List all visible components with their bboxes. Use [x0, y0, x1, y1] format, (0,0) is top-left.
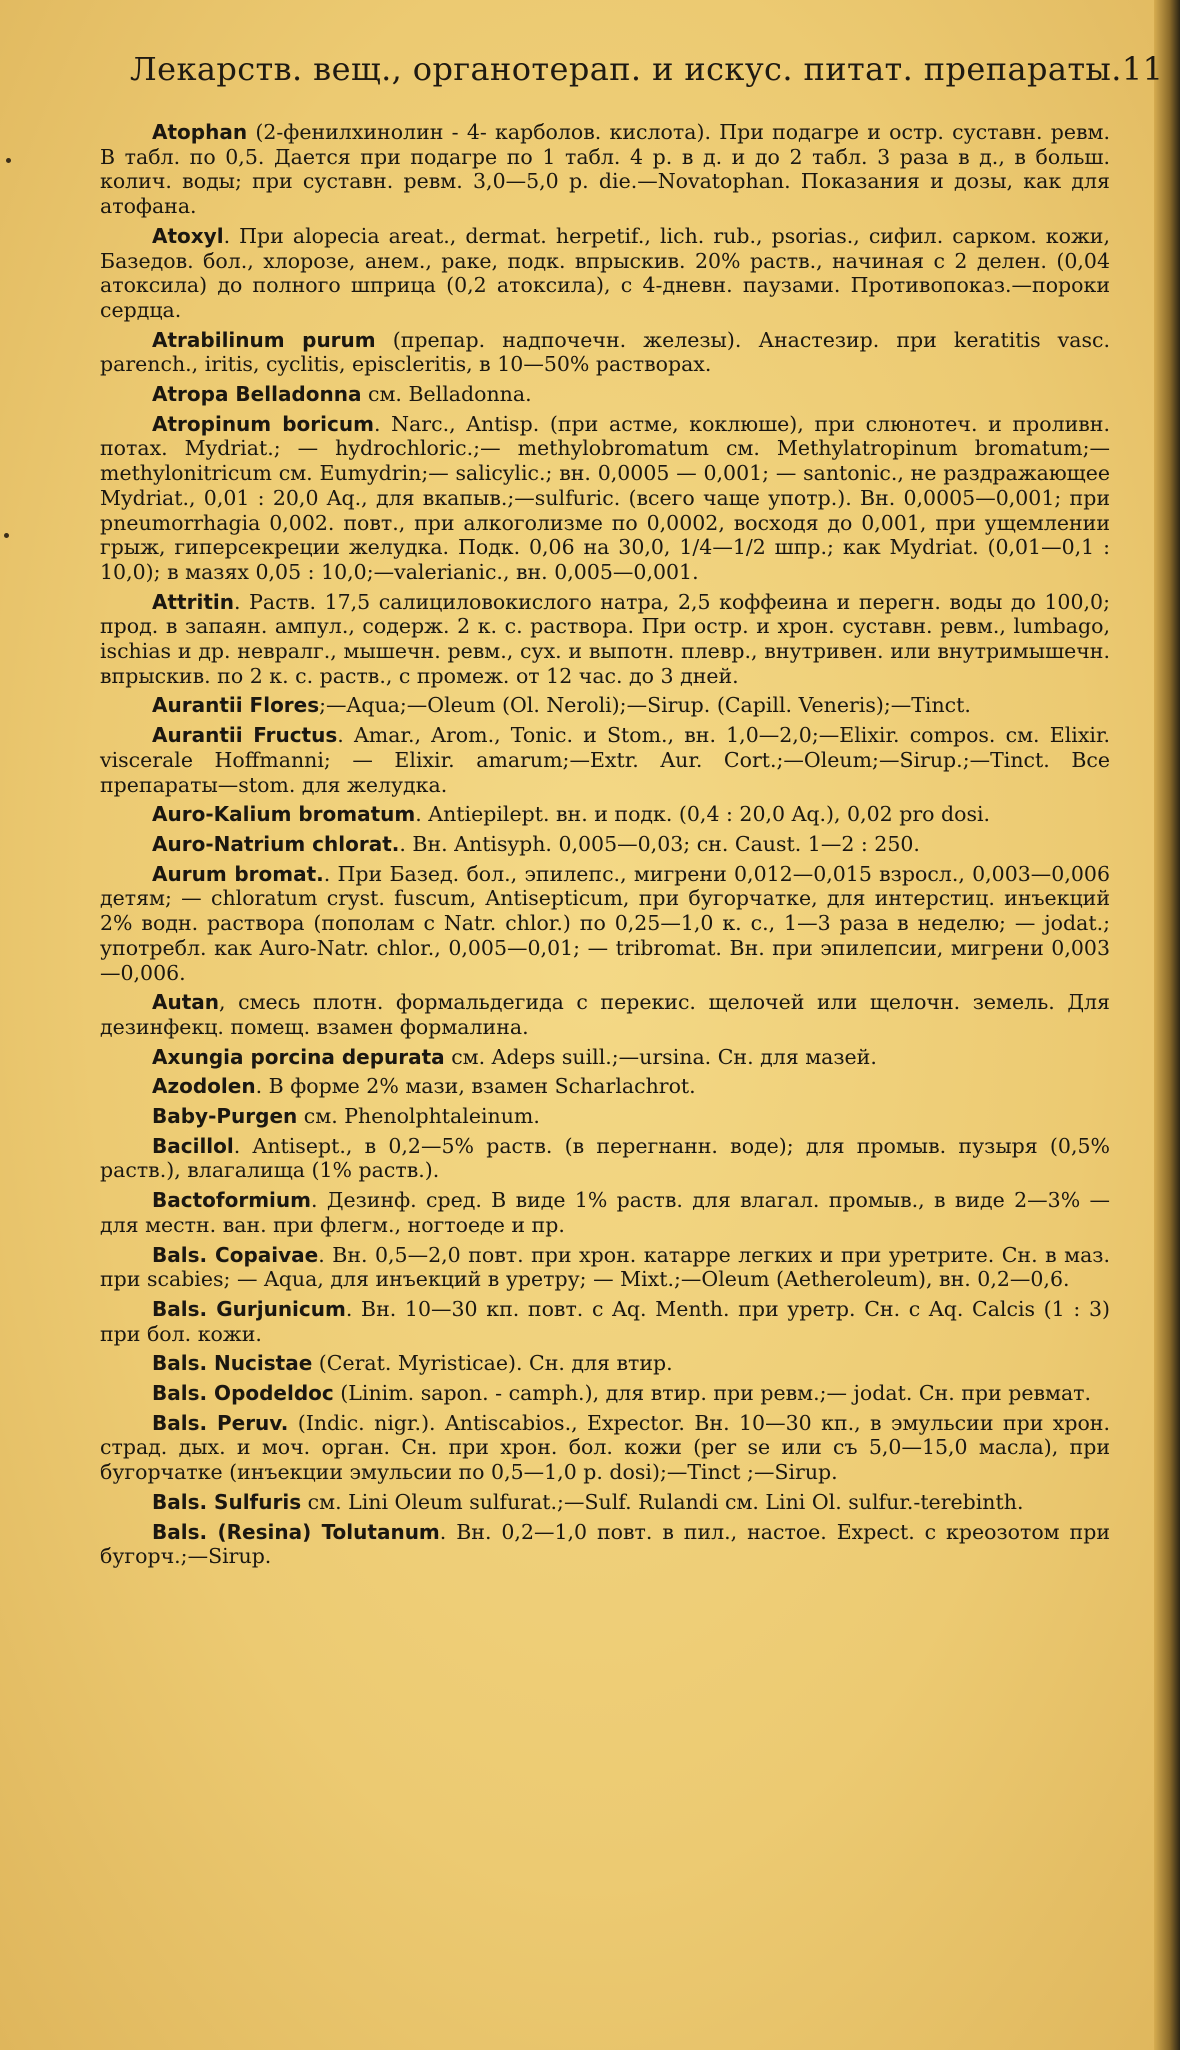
entry-term: Atrabilinum purum [152, 327, 376, 352]
entry-text: (Cerat. Myristicae). Сн. для втир. [312, 1351, 673, 1376]
entry-text: (Indic. nigr.). Antiscabios., Expector. Вн. 10—30 кп., в эмульсии при хрон. страд. дых. и моч. орган. Сн. при хрон. бол. кожи (per se или съ 5,0—15,0 масла), при бугорчатке (инъекции эмульсии по 0,5—1,0 p. dosi);—Tinct ;—Sirup. [100, 1410, 1110, 1485]
entry-term: Bactoformium [152, 1188, 311, 1213]
entry-text: , смесь плотн. формальдегида с перекис. щелочей или щелочн. земель. Для дезинфекц. помещ. взамен формалина. [100, 990, 1110, 1039]
entry-text: . При Базед. бол., эпилепс., мигрени 0,012—0,015 взросл., 0,003—0,006 детям; — chloratum cryst. fuscum, Antisepticum, при бугорчатке, для интерстиц. инъекций 2% водн. раствора (пополам с Natr. chlor.) по 0,25—1,0 к. с., 1—3 раза в неделю; — jodat.; употребл. как Auro-Natr. chlor., 0,005—0,01; — tribromat. Вн. при эпилепсии, мигрени 0,003—0,006. [100, 861, 1110, 985]
entry-autan [100, 990, 1110, 1039]
entry-term: Auro-Kalium bromatum [152, 802, 416, 827]
entry-term: Bals. Copaivae [152, 1242, 319, 1267]
entry-text: см. Phenolphtaleinum. [297, 1104, 540, 1129]
entry-text: . Вн. 0,5—2,0 повт. при хрон. катарре легких и при уретрите. Сн. в маз. при scabies; — Aqua, для инъекций в уретру; — Mixt.;—Oleum (Aetheroleum), вн. 0,2—0,6. [100, 1242, 1110, 1292]
entry-term: Baby-Purgen [152, 1104, 298, 1129]
entry-term: Azodolen [152, 1074, 256, 1099]
entry-bals-sulfuris [100, 1490, 1110, 1515]
entry-bals-peruv [100, 1411, 1110, 1485]
entry-atropa [100, 382, 1110, 407]
entry-baby-purgen [100, 1104, 1110, 1129]
entry-auro-natrium [100, 832, 1110, 857]
entry-aurantii-flores [100, 693, 1110, 718]
entry-text: . Narc., Antisp. (при астме, коклюше), при слюнотеч. и проливн. потах. Mydriat.; — hydrochloric.;— methylobromatum см. Methylatropinum bromatum;—methylonitricum см. Eumydrin;— salicylic.; вн. 0,0005 — 0,001; — santonic., не раздражающее Mydriat., 0,01 : 20,0 Aq., для вкапыв.;—sulfuric. (всего чаще употр.). Вн. 0,0005—0,001; при pneumorrhagia 0,002. повт., при алкоголизме по 0,0002, восходя до 0,001, при ущемлении грыж, гиперсекреции желудка. Подк. 0,06 на 30,0, 1/4—1/2 шпр.; как Mydriat. (0,01—0,1 : 10,0); в мазях 0,05 : 10,0;—valerianic., вн. 0,005—0,001. [100, 411, 1110, 584]
entry-term: Axungia porcina depurata [152, 1044, 445, 1069]
entry-term: Bals. (Resina) Tolutanum [152, 1519, 440, 1544]
dictionary-body [100, 120, 1110, 1574]
entry-term: Auro-Natrium chlorat. [152, 831, 400, 856]
entry-term: Atophan [152, 120, 248, 144]
entry-text: . Antisept., в 0,2—5% раств. (в перегнанн. воде); для промыв. пузыря (0,5% раств.), влагалища (1% раств.). [100, 1133, 1110, 1183]
page-speck [4, 533, 9, 538]
entry-text: . В форме 2% мази, взамен Scharlachrot. [255, 1074, 696, 1099]
entry-auro-kalium [100, 802, 1110, 827]
entry-text: см. Lini Oleum sulfurat.;—Sulf. Rulandi см. Lini Ol. sulfur.-terebinth. [301, 1489, 1024, 1514]
entry-text: . Дезинф. сред. В виде 1% раств. для влагал. промыв., в виде 2—3% —для местн. ван. при флегм., ногтоеде и пр. [100, 1188, 1110, 1237]
entry-text: . Вн. Antisyph. 0,005—0,03; сн. Caust. 1—2 : 250. [399, 831, 920, 856]
entry-term: Attritin [152, 589, 234, 614]
page-speck [6, 158, 11, 163]
entry-text: . Amar., Arom., Tonic. и Stom., вн. 1,0—2,0;—Elixir. compos. см. Elixir. viscerale Hoffmanni; — Elixir. amarum;—Extr. Aur. Cort.;—Oleum;—Sirup.;—Tinct. Все препараты—stom. для желудка. [100, 723, 1111, 797]
entry-atrabilinum [100, 328, 1110, 377]
entry-term: Atropinum boricum [152, 411, 374, 436]
entry-text: . При alopecia areat., dermat. herpetif., lich. rub., psorias., сифил. сарком. кожи, Базедов. бол., хлорозе, анем., раке, подк. впрыскив. 20% раств., начиная с 2 делен. (0,04 атоксила) до полного шприца (0,2 атоксила), с 4-дневн. паузами. Противопоказ.—пороки сердца. [100, 223, 1110, 322]
entry-text: . Вн. 0,2—1,0 повт. в пил., настое. Expect. с креозотом при бугорч.;—Sirup. [100, 1519, 1110, 1569]
entry-atropinum [100, 412, 1110, 585]
entry-term: Bals. Peruv. [152, 1410, 289, 1435]
entry-text: см. Belladonna. [361, 382, 532, 407]
entry-term: Atropa Belladonna [152, 382, 362, 407]
entry-bals-opodeldoc [100, 1381, 1110, 1406]
entry-text: . Antiepilept. вн. и подк. (0,4 : 20,0 Aq.), 0,02 pro dosi. [415, 802, 991, 827]
entry-aurum [100, 862, 1110, 986]
page-number: 11 [1121, 50, 1164, 88]
book-spine-shadow [1154, 0, 1180, 2050]
entry-text: см. Adeps suill.;—ursina. Сн. для мазей. [444, 1044, 877, 1069]
entry-term: Bacillol [152, 1133, 234, 1158]
entry-bals-gurjunicum [100, 1297, 1110, 1346]
header-title: Лекарств. вещ., органотерап. и искус. питат. препараты. [130, 50, 1122, 88]
entry-bactoformium [100, 1188, 1110, 1237]
entry-term: Aurantii Fructus [152, 723, 338, 748]
entry-bals-copaivae [100, 1243, 1110, 1292]
entry-attritin [100, 590, 1110, 689]
running-header [130, 50, 1164, 88]
entry-term: Bals. Sulfuris [152, 1489, 302, 1514]
entry-term: Aurum bromat. [152, 861, 324, 886]
entry-aurantii-fructus [100, 723, 1110, 797]
entry-term: Bals. Opodeldoc [152, 1381, 334, 1406]
entry-axungia [100, 1045, 1110, 1070]
entry-text: (Linim. sapon. - camph.), для втир. при ревм.;— jodat. Сн. при ревмат. [333, 1381, 1092, 1406]
entry-term: Bals. Gurjunicum [152, 1296, 346, 1321]
entry-text: ;—Aqua;—Oleum (Ol. Neroli);—Sirup. (Capill. Veneris);—Tinct. [319, 693, 971, 718]
entry-text: . Раств. 17,5 салициловокислого натра, 2,5 коффеина и перегн. воды до 100,0; прод. в запаян. ампул., содерж. 2 к. с. раствора. При остр. и хрон. суставн. ревм., lumbago, ischias и др. невралг., мышечн. ревм., сух. и выпотн. плевр., внутривен. или внутримышечн. впрыскив. по 2 к. с. раств., с промеж. от 12 час. до 3 дней. [100, 589, 1110, 688]
entry-atophan [100, 120, 1110, 219]
entry-term: Aurantii Flores [152, 693, 320, 718]
entry-term: Atoxyl [152, 223, 224, 248]
entry-bals-tolutanum [100, 1520, 1110, 1569]
entry-text: (2-фенилхинолин - 4- карболов. кислота). При подагре и остр. суставн. ревм. В табл. по 0,5. Дается при подагре по 1 табл. 4 р. в д. и до 2 табл. 3 раза в д., в больш. колич. воды; при суставн. ревм. 3,0—5,0 p. die.—Novatophan. Показания и дозы, как для атофана. [100, 120, 1110, 219]
entry-bals-nucistae [100, 1351, 1110, 1376]
entry-text: . Вн. 10—30 кп. повт. с Aq. Menth. при уретр. Сн. с Aq. Calcis (1 : 3) при бол. кожи. [100, 1296, 1110, 1346]
entry-azodolen [100, 1074, 1110, 1099]
entry-term: Bals. Nucistae [152, 1351, 313, 1376]
entry-text: (препар. надпочечн. железы). Анастезир. при keratitis vasc. parench., iritis, cyclitis, episcleritis, в 10—50% растворах. [100, 327, 1110, 377]
entry-bacillol [100, 1134, 1110, 1183]
entry-term: Autan [152, 990, 220, 1015]
entry-atoxyl [100, 224, 1110, 323]
